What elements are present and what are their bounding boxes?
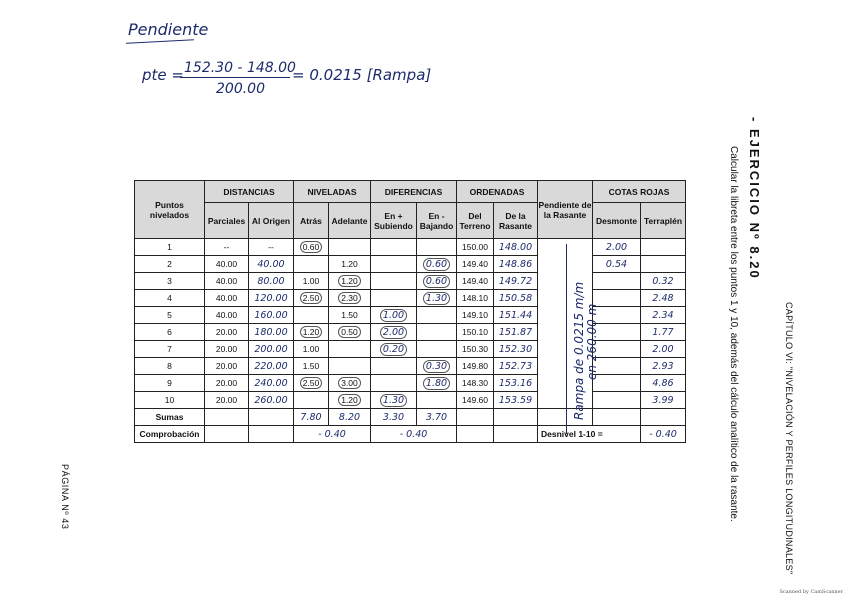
cell-value: 150.30 (462, 344, 488, 354)
cell-value: 150.58 (498, 292, 533, 304)
cell-value: 2.50 (300, 292, 323, 304)
cell-ras (494, 273, 538, 290)
cell-desm (593, 341, 641, 358)
cell-atras (294, 358, 329, 375)
cell-atras (294, 256, 329, 273)
cell-atras (294, 392, 329, 409)
cell-adel (329, 324, 371, 341)
cell-orig (249, 307, 294, 324)
header-atras: Atrás (294, 203, 329, 239)
cell-value: 1.20 (338, 275, 361, 287)
cell-value: 149.10 (462, 310, 488, 320)
cell-value: 149.60 (462, 395, 488, 405)
sum-bajando: 3.70 (417, 409, 457, 426)
cell-baj (417, 392, 457, 409)
cell-desm (593, 375, 641, 392)
cell-ras (494, 392, 538, 409)
cell-value: 1.50 (341, 310, 358, 320)
header-de-la-rasante: De la Rasante (494, 203, 538, 239)
cell-value: 2.50 (300, 377, 323, 389)
cell-value: 40.00 (257, 258, 285, 270)
table-row (135, 341, 686, 358)
cell-p (135, 290, 205, 307)
cell-value: 151.44 (498, 309, 533, 321)
cell-value: 8 (167, 361, 172, 371)
check-niveladas: - 0.40 (294, 426, 371, 443)
cell-baj (417, 324, 457, 341)
header-bajando: En - Bajando (417, 203, 457, 239)
cell-p (135, 256, 205, 273)
cell-parc (205, 290, 249, 307)
cell-parc (205, 307, 249, 324)
cell-value: 148.00 (498, 241, 533, 253)
cell-value: 6 (167, 327, 172, 337)
cell-desm (593, 273, 641, 290)
cell-terr (457, 324, 494, 341)
leveling-table (134, 180, 686, 443)
cell-parc (205, 358, 249, 375)
cell-value: 20.00 (215, 327, 238, 337)
cell-value: 1.30 (423, 292, 450, 305)
cell-orig (249, 341, 294, 358)
cell-p (135, 239, 205, 256)
header-desmonte: Desmonte (593, 203, 641, 239)
cell-desm (593, 392, 641, 409)
cell-orig (249, 324, 294, 341)
sum-subiendo: 3.30 (371, 409, 417, 426)
cell-orig (249, 358, 294, 375)
cell-value: 2.00 (652, 343, 674, 355)
cell-adel (329, 273, 371, 290)
cell-value: 1.20 (300, 326, 323, 338)
header-terraplen: Terraplén (641, 203, 686, 239)
exercise-statement: Calcular la libreta entre los puntos 1 y 10, además del cálculo analítico de la rasante. (728, 146, 739, 522)
cell-atras (294, 324, 329, 341)
cell-desm (593, 307, 641, 324)
header-subiendo: En + Subiendo (371, 203, 417, 239)
cell-terr (457, 375, 494, 392)
cell-sub (371, 256, 417, 273)
cell-value: 0.32 (652, 275, 674, 287)
cell-value: 3.00 (338, 377, 361, 389)
cell-terra (641, 324, 686, 341)
table-row (135, 290, 686, 307)
cell-value: 40.00 (215, 310, 238, 320)
sumas-label: Sumas (135, 409, 205, 426)
cell-terra (641, 341, 686, 358)
cell-parc (205, 375, 249, 392)
cell-orig (249, 256, 294, 273)
cell-ras (494, 324, 538, 341)
cell-terr (457, 307, 494, 324)
cell-value: 3 (167, 276, 172, 286)
cell-value: 20.00 (215, 361, 238, 371)
header-pendiente: Pendiente de la Rasante (538, 181, 593, 239)
cell-value: 153.16 (498, 377, 533, 389)
cell-value: 1.00 (302, 276, 320, 286)
table-row (135, 256, 686, 273)
cell-value: 2.93 (652, 360, 674, 372)
table-row (135, 324, 686, 341)
cell-terra (641, 256, 686, 273)
cell-value: 220.00 (254, 360, 288, 372)
cell-ras (494, 256, 538, 273)
cell-value: 1 (167, 242, 172, 252)
slope-arrow (566, 244, 567, 434)
cell-value: 20.00 (215, 378, 238, 388)
cell-value: 160.00 (254, 309, 288, 321)
cell-ras (494, 358, 538, 375)
cell-parc (205, 392, 249, 409)
cell-terr (457, 273, 494, 290)
cell-adel (329, 239, 371, 256)
cell-baj (417, 273, 457, 290)
cell-terr (457, 358, 494, 375)
cell-value: 4.86 (652, 377, 674, 389)
table-row (135, 375, 686, 392)
cell-adel (329, 341, 371, 358)
cell-sub (371, 358, 417, 375)
header-parciales: Parciales (205, 203, 249, 239)
cell-atras (294, 341, 329, 358)
pendiente-cell (538, 239, 593, 256)
cell-value: 0.50 (338, 326, 361, 338)
cell-value: 9 (167, 378, 172, 388)
header-adelante: Adelante (329, 203, 371, 239)
cell-value: 148.30 (462, 378, 488, 388)
scanner-watermark: Scanned by CamScanner (779, 589, 843, 595)
cell-value: 20.00 (215, 395, 238, 405)
cell-terra (641, 358, 686, 375)
header-puntos: Puntos nivelados (135, 181, 205, 239)
table-row (135, 307, 686, 324)
table-row (135, 273, 686, 290)
cell-value: 20.00 (215, 344, 238, 354)
cell-value: 0.54 (605, 258, 628, 270)
cell-sub (371, 307, 417, 324)
cell-sub (371, 341, 417, 358)
comprobacion-label: Comprobación (135, 426, 205, 443)
cell-ras (494, 375, 538, 392)
table-row (135, 392, 686, 409)
cell-parc (205, 239, 249, 256)
cell-baj (417, 375, 457, 392)
cell-value: 148.86 (498, 258, 533, 270)
cell-p (135, 307, 205, 324)
cell-adel (329, 358, 371, 375)
cell-value: -- (268, 242, 274, 252)
cell-sub (371, 375, 417, 392)
formula-numerator: 152.30 - 148.00 (184, 60, 296, 76)
cell-value: 150.10 (462, 327, 488, 337)
cell-value: 10 (164, 395, 175, 405)
exercise-title: - EJERCICIO Nº 8.20 (747, 117, 762, 280)
slope-note-line1: Rampa de 0.0215 m/m (572, 281, 586, 420)
cell-sub (371, 239, 417, 256)
formula-lhs: pte = (142, 66, 184, 84)
cell-value: 152.30 (498, 343, 533, 355)
cell-desm (593, 256, 641, 273)
cell-terra (641, 392, 686, 409)
cell-baj (417, 290, 457, 307)
cell-desm (593, 239, 641, 256)
cell-value: 2 (167, 259, 172, 269)
cell-value: 1.50 (302, 361, 320, 371)
cell-orig (249, 392, 294, 409)
cell-baj (417, 358, 457, 375)
cell-parc (205, 256, 249, 273)
cell-value: 7 (167, 344, 172, 354)
cell-value: 80.00 (257, 275, 285, 287)
cell-value: 0.60 (423, 275, 450, 288)
cell-orig (249, 273, 294, 290)
cell-value: -- (223, 242, 230, 252)
cell-terr (457, 256, 494, 273)
cell-value: 40.00 (215, 259, 238, 269)
cell-value: 180.00 (254, 326, 288, 338)
cell-atras (294, 307, 329, 324)
cell-value: 1.80 (423, 377, 450, 390)
cell-value: 4 (167, 293, 172, 303)
header-niveladas: NIVELADAS (294, 181, 371, 203)
header-diferencias: DIFERENCIAS (371, 181, 457, 203)
title-underline (126, 39, 194, 44)
cell-p (135, 392, 205, 409)
cell-parc (205, 273, 249, 290)
cell-desm (593, 290, 641, 307)
cell-baj (417, 256, 457, 273)
header-del-terreno: Del Terreno (457, 203, 494, 239)
slope-note-line2: en 260.00 m (585, 303, 599, 380)
cell-parc (205, 324, 249, 341)
fraction-bar (180, 77, 290, 78)
cell-value: 0.30 (423, 360, 450, 373)
cell-sub (371, 273, 417, 290)
cell-p (135, 375, 205, 392)
cell-sub (371, 290, 417, 307)
table-row (135, 358, 686, 375)
cell-p (135, 273, 205, 290)
header-ordenadas: ORDENADAS (457, 181, 538, 203)
cell-value: 149.40 (462, 259, 488, 269)
cell-desm (593, 324, 641, 341)
cell-value: 1.30 (380, 394, 407, 407)
cell-atras (294, 273, 329, 290)
cell-value: 40.00 (215, 293, 238, 303)
cell-value: 0.60 (423, 258, 450, 271)
cell-value: 0.20 (380, 343, 407, 356)
cell-value: 148.10 (462, 293, 488, 303)
cell-sub (371, 392, 417, 409)
cell-sub (371, 324, 417, 341)
formula-result: = 0.0215 [Rampa] (292, 66, 432, 84)
cell-atras (294, 375, 329, 392)
cell-ras (494, 341, 538, 358)
header-al-origen: Al Origen (249, 203, 294, 239)
cell-adel (329, 392, 371, 409)
cell-terr (457, 239, 494, 256)
cell-terra (641, 273, 686, 290)
cell-value: 2.48 (652, 292, 674, 304)
cell-terr (457, 290, 494, 307)
page-title: Pendiente (128, 20, 209, 39)
cell-value: 149.80 (462, 361, 488, 371)
cell-terra (641, 375, 686, 392)
cell-value: 3.99 (652, 394, 674, 406)
pendiente-cell (538, 256, 593, 273)
cell-terra (641, 239, 686, 256)
cell-value: 5 (167, 310, 172, 320)
cell-value: 1.20 (338, 394, 361, 406)
cell-orig (249, 290, 294, 307)
cell-terra (641, 307, 686, 324)
cell-value: 240.00 (254, 377, 288, 389)
cell-atras (294, 290, 329, 307)
cell-value: 2.00 (380, 326, 407, 339)
cell-orig (249, 375, 294, 392)
cell-adel (329, 375, 371, 392)
cell-adel (329, 256, 371, 273)
cell-value: 2.30 (338, 292, 361, 304)
cell-value: 149.72 (498, 275, 533, 287)
cell-value: 120.00 (254, 292, 288, 304)
cell-value: 151.87 (498, 326, 533, 338)
desnivel-label: Desnivel 1-10 = (538, 426, 641, 443)
cell-value: 150.00 (462, 242, 488, 252)
cell-atras (294, 239, 329, 256)
cell-value: 1.00 (302, 344, 320, 354)
sum-adelante: 8.20 (329, 409, 371, 426)
cell-adel (329, 307, 371, 324)
cell-value: 2.00 (605, 241, 628, 253)
cell-terr (457, 341, 494, 358)
cell-terra (641, 290, 686, 307)
cell-value: 153.59 (498, 394, 533, 406)
cell-orig (249, 239, 294, 256)
cell-ras (494, 307, 538, 324)
formula-denominator: 200.00 (216, 81, 265, 97)
chapter-heading: CAPÍTULO VI: "NIVELACIÓN Y PERFILES LONGITUDINALES" (784, 302, 794, 575)
desnivel-value: - 0.40 (641, 426, 686, 443)
cell-adel (329, 290, 371, 307)
cell-value: 149.40 (462, 276, 488, 286)
cell-value: 0.60 (300, 241, 323, 253)
header-cotas: COTAS ROJAS (593, 181, 686, 203)
header-distancias: DISTANCIAS (205, 181, 294, 203)
cell-baj (417, 307, 457, 324)
cell-p (135, 341, 205, 358)
cell-value: 1.00 (380, 309, 407, 322)
check-diferencias: - 0.40 (371, 426, 457, 443)
cell-value: 2.34 (652, 309, 674, 321)
cell-terr (457, 392, 494, 409)
cell-parc (205, 341, 249, 358)
cell-value: 1.20 (341, 259, 358, 269)
cell-p (135, 324, 205, 341)
cell-value: 152.73 (498, 360, 533, 372)
cell-value: 1.77 (652, 326, 674, 338)
cell-baj (417, 341, 457, 358)
cell-ras (494, 290, 538, 307)
cell-desm (593, 358, 641, 375)
table-row (135, 239, 686, 256)
cell-ras (494, 239, 538, 256)
page-number: PÁGINA Nº 43 (60, 464, 70, 530)
sum-atras: 7.80 (294, 409, 329, 426)
cell-value: 260.00 (254, 394, 288, 406)
cell-p (135, 358, 205, 375)
cell-value: 200.00 (254, 343, 288, 355)
cell-value: 40.00 (215, 276, 238, 286)
cell-baj (417, 239, 457, 256)
